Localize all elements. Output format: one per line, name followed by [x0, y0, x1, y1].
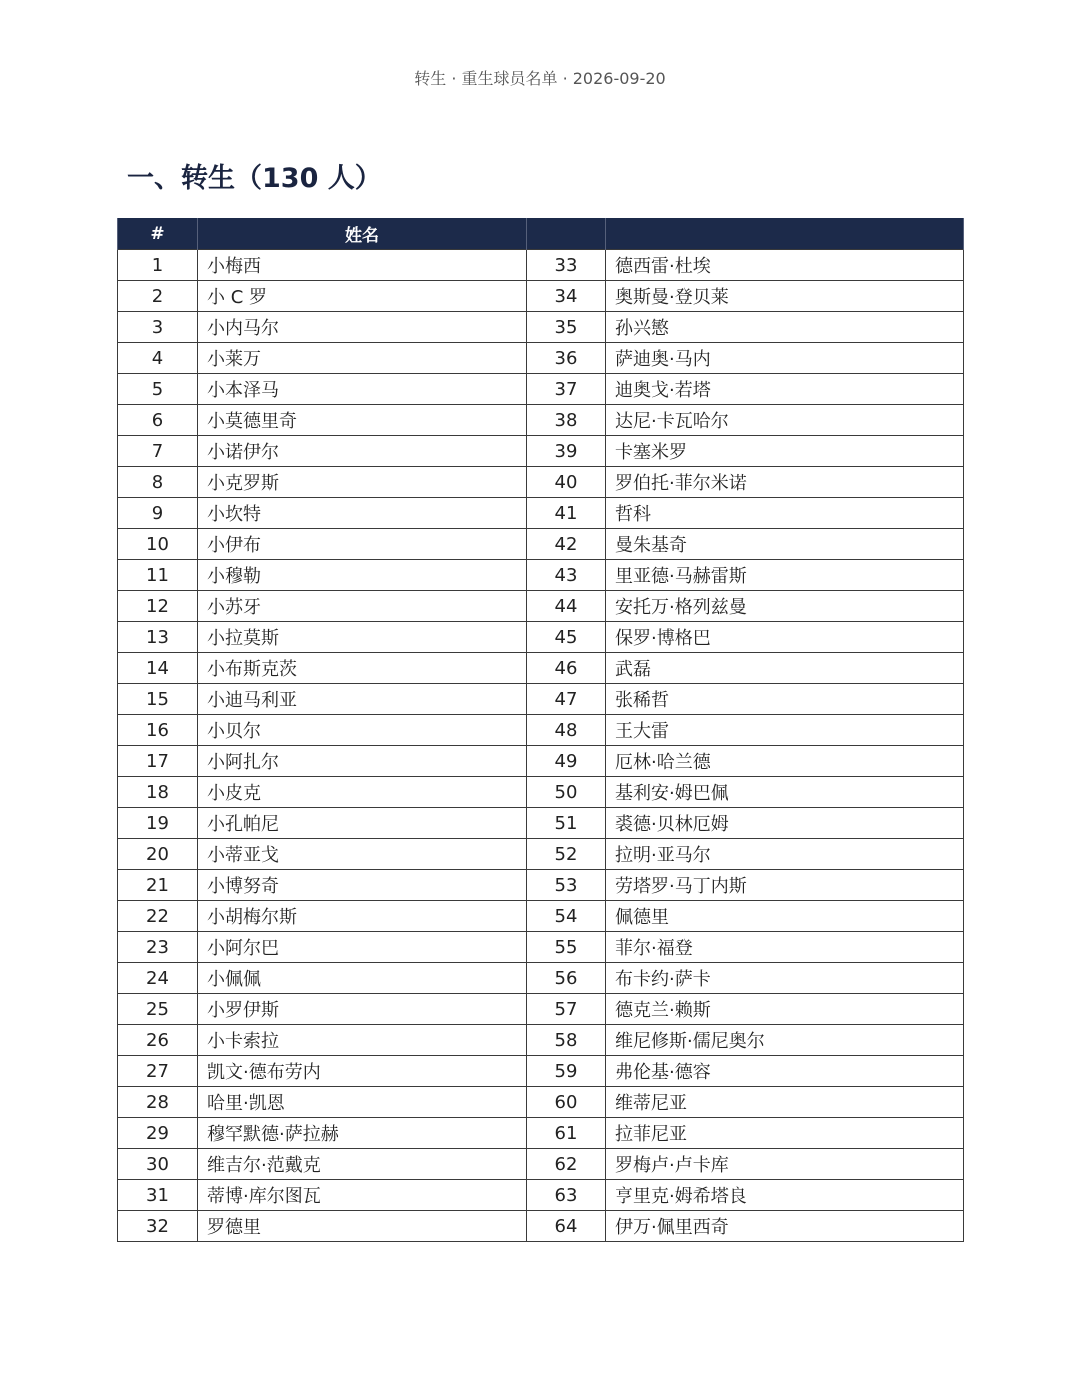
player-name: 维蒂尼亚 [606, 1087, 964, 1118]
player-name: 罗德里 [198, 1211, 527, 1242]
player-name: 小布斯克茨 [198, 653, 527, 684]
table-row [118, 1149, 964, 1180]
player-name: 小胡梅尔斯 [198, 901, 527, 932]
table-row [118, 405, 964, 436]
row-number: 51 [527, 808, 606, 839]
player-name: 小蒂亚戈 [198, 839, 527, 870]
table-row [118, 498, 964, 529]
player-name: 小坎特 [198, 498, 527, 529]
row-number: 53 [527, 870, 606, 901]
table-row [118, 1056, 964, 1087]
player-name: 曼朱基奇 [606, 529, 964, 560]
player-name: 罗伯托·菲尔米诺 [606, 467, 964, 498]
player-name: 萨迪奥·马内 [606, 343, 964, 374]
player-name: 张稀哲 [606, 684, 964, 715]
table-row [118, 467, 964, 498]
row-number: 44 [527, 591, 606, 622]
table-row [118, 529, 964, 560]
table-row [118, 870, 964, 901]
player-name: 孙兴慜 [606, 312, 964, 343]
player-name: 罗梅卢·卢卡库 [606, 1149, 964, 1180]
row-number: 52 [527, 839, 606, 870]
player-name: 小卡索拉 [198, 1025, 527, 1056]
player-name: 小拉莫斯 [198, 622, 527, 653]
player-name: 小 C 罗 [198, 281, 527, 312]
player-name: 小莱万 [198, 343, 527, 374]
player-name: 卡塞米罗 [606, 436, 964, 467]
player-name: 小博努奇 [198, 870, 527, 901]
row-number: 45 [527, 622, 606, 653]
player-name: 维吉尔·范戴克 [198, 1149, 527, 1180]
table-row [118, 715, 964, 746]
table-row [118, 653, 964, 684]
table-header [118, 218, 964, 250]
player-name: 小克罗斯 [198, 467, 527, 498]
row-number: 3 [118, 312, 198, 343]
row-number: 39 [527, 436, 606, 467]
row-number: 58 [527, 1025, 606, 1056]
table-row [118, 591, 964, 622]
player-name: 裘德·贝林厄姆 [606, 808, 964, 839]
player-name: 德克兰·赖斯 [606, 994, 964, 1025]
player-name: 哲科 [606, 498, 964, 529]
table-row [118, 684, 964, 715]
row-number: 38 [527, 405, 606, 436]
table-row [118, 777, 964, 808]
player-name: 基利安·姆巴佩 [606, 777, 964, 808]
player-name: 小阿扎尔 [198, 746, 527, 777]
player-name: 达尼·卡瓦哈尔 [606, 405, 964, 436]
player-name: 劳塔罗·马丁内斯 [606, 870, 964, 901]
row-number: 60 [527, 1087, 606, 1118]
table-body [118, 250, 964, 1242]
section-title: 一、转生（130 人） [127, 163, 382, 194]
column-header-number-2 [527, 218, 606, 250]
row-number: 50 [527, 777, 606, 808]
player-name: 小穆勒 [198, 560, 527, 591]
row-number: 48 [527, 715, 606, 746]
player-name: 凯文·德布劳内 [198, 1056, 527, 1087]
player-name: 布卡约·萨卡 [606, 963, 964, 994]
player-name: 穆罕默德·萨拉赫 [198, 1118, 527, 1149]
row-number: 41 [527, 498, 606, 529]
row-number: 43 [527, 560, 606, 591]
row-number: 37 [527, 374, 606, 405]
player-name: 佩德里 [606, 901, 964, 932]
table-header-row [118, 218, 964, 250]
row-number: 40 [527, 467, 606, 498]
row-number: 54 [527, 901, 606, 932]
row-number: 35 [527, 312, 606, 343]
row-number: 34 [527, 281, 606, 312]
row-number: 23 [118, 932, 198, 963]
row-number: 55 [527, 932, 606, 963]
row-number: 20 [118, 839, 198, 870]
table-row [118, 622, 964, 653]
row-number: 61 [527, 1118, 606, 1149]
player-name: 德西雷·杜埃 [606, 250, 964, 281]
table-row [118, 560, 964, 591]
table-row [118, 281, 964, 312]
player-name: 伊万·佩里西奇 [606, 1211, 964, 1242]
row-number: 27 [118, 1056, 198, 1087]
player-name: 王大雷 [606, 715, 964, 746]
row-number: 13 [118, 622, 198, 653]
row-number: 49 [527, 746, 606, 777]
player-name: 小伊布 [198, 529, 527, 560]
table-row [118, 808, 964, 839]
table-row [118, 436, 964, 467]
row-number: 22 [118, 901, 198, 932]
player-name: 小贝尔 [198, 715, 527, 746]
player-name: 小内马尔 [198, 312, 527, 343]
player-name: 拉明·亚马尔 [606, 839, 964, 870]
row-number: 62 [527, 1149, 606, 1180]
player-name: 菲尔·福登 [606, 932, 964, 963]
table-row [118, 994, 964, 1025]
player-name: 哈里·凯恩 [198, 1087, 527, 1118]
roster-table [117, 218, 964, 1242]
player-name: 安托万·格列兹曼 [606, 591, 964, 622]
row-number: 33 [527, 250, 606, 281]
row-number: 30 [118, 1149, 198, 1180]
table-row [118, 932, 964, 963]
player-name: 小罗伊斯 [198, 994, 527, 1025]
row-number: 8 [118, 467, 198, 498]
row-number: 36 [527, 343, 606, 374]
page-header: 转生 · 重生球员名单 · 2026-09-20 [414, 69, 666, 88]
row-number: 21 [118, 870, 198, 901]
row-number: 26 [118, 1025, 198, 1056]
table-row [118, 312, 964, 343]
player-name: 小苏牙 [198, 591, 527, 622]
row-number: 10 [118, 529, 198, 560]
table-row [118, 1087, 964, 1118]
row-number: 42 [527, 529, 606, 560]
row-number: 28 [118, 1087, 198, 1118]
table-row [118, 1180, 964, 1211]
row-number: 11 [118, 560, 198, 591]
player-name: 小诺伊尔 [198, 436, 527, 467]
player-name: 小佩佩 [198, 963, 527, 994]
table-row [118, 374, 964, 405]
row-number: 4 [118, 343, 198, 374]
column-header-name-2 [606, 218, 964, 250]
table-row [118, 901, 964, 932]
player-name: 小本泽马 [198, 374, 527, 405]
player-name: 厄林·哈兰德 [606, 746, 964, 777]
row-number: 24 [118, 963, 198, 994]
table-row [118, 963, 964, 994]
player-name: 小梅西 [198, 250, 527, 281]
table-row [118, 839, 964, 870]
player-name: 奥斯曼·登贝莱 [606, 281, 964, 312]
player-name: 弗伦基·德容 [606, 1056, 964, 1087]
row-number: 5 [118, 374, 198, 405]
row-number: 57 [527, 994, 606, 1025]
player-name: 蒂博·库尔图瓦 [198, 1180, 527, 1211]
player-name: 武磊 [606, 653, 964, 684]
player-name: 小阿尔巴 [198, 932, 527, 963]
row-number: 18 [118, 777, 198, 808]
player-name: 保罗·博格巴 [606, 622, 964, 653]
table-row [118, 746, 964, 777]
row-number: 29 [118, 1118, 198, 1149]
row-number: 64 [527, 1211, 606, 1242]
player-name: 小莫德里奇 [198, 405, 527, 436]
row-number: 63 [527, 1180, 606, 1211]
player-name: 小皮克 [198, 777, 527, 808]
row-number: 56 [527, 963, 606, 994]
table-row [118, 1118, 964, 1149]
row-number: 47 [527, 684, 606, 715]
row-number: 46 [527, 653, 606, 684]
table-row [118, 250, 964, 281]
row-number: 59 [527, 1056, 606, 1087]
row-number: 6 [118, 405, 198, 436]
row-number: 19 [118, 808, 198, 839]
player-name: 迪奥戈·若塔 [606, 374, 964, 405]
table-row [118, 1211, 964, 1242]
row-number: 25 [118, 994, 198, 1025]
player-name: 里亚德·马赫雷斯 [606, 560, 964, 591]
row-number: 16 [118, 715, 198, 746]
player-name: 拉菲尼亚 [606, 1118, 964, 1149]
player-name: 亨里克·姆希塔良 [606, 1180, 964, 1211]
row-number: 2 [118, 281, 198, 312]
row-number: 31 [118, 1180, 198, 1211]
row-number: 1 [118, 250, 198, 281]
player-name: 小迪马利亚 [198, 684, 527, 715]
row-number: 15 [118, 684, 198, 715]
row-number: 32 [118, 1211, 198, 1242]
row-number: 7 [118, 436, 198, 467]
row-number: 17 [118, 746, 198, 777]
row-number: 14 [118, 653, 198, 684]
table-row [118, 1025, 964, 1056]
player-name: 小孔帕尼 [198, 808, 527, 839]
column-header-name: 姓名 [198, 218, 527, 250]
player-name: 维尼修斯·儒尼奥尔 [606, 1025, 964, 1056]
row-number: 12 [118, 591, 198, 622]
column-header-number: # [118, 218, 198, 250]
table-row [118, 343, 964, 374]
row-number: 9 [118, 498, 198, 529]
